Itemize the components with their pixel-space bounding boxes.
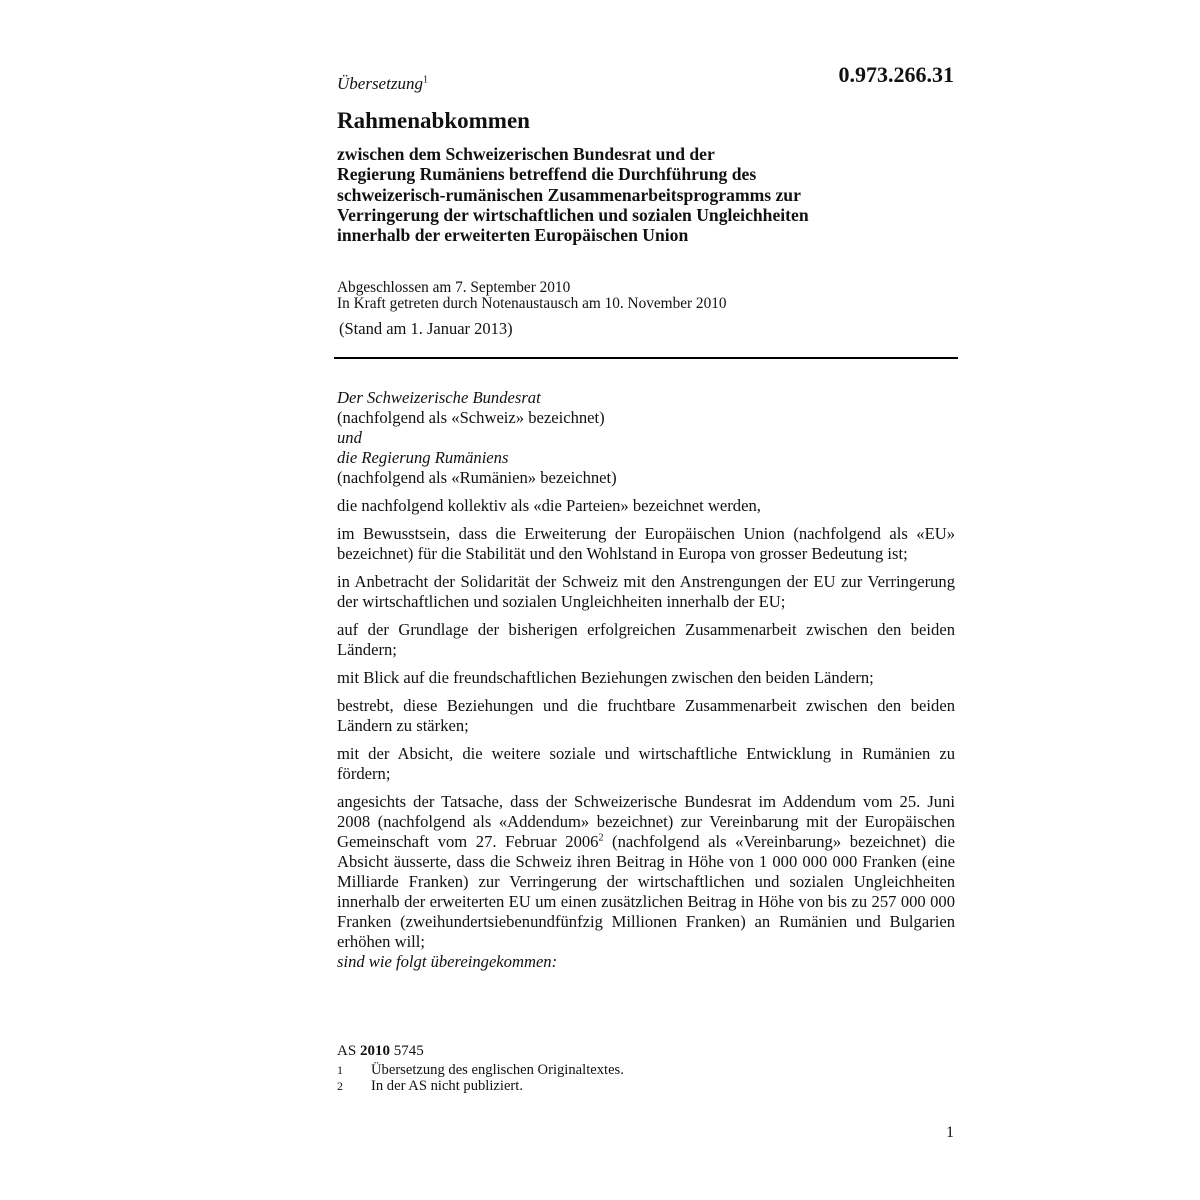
party-1: Der Schweizerische Bundesrat [337, 388, 541, 407]
preamble-paragraph: die nachfolgend kollektiv als «die Parteien» bezeichnet werden, [337, 496, 761, 515]
preamble-paragraph-final: angesichts der Tatsache, dass der Schweizerische Bundesrat im Addendum vom 25. Juni 2008 (nachfolgend als «Addendum» bezeichnet) zur Vereinbarung mit der Europäischen Gemeinschaft vom 27. Februar 2006$^2$ (nachfolgend als «Vereinbarung» bezeichnet) die Absicht äusserte, dass die Schweiz ihren Beitrag in Höhe von 1 000 000 000 Franken (eine Milliarde Franken) zur Verringerung der wirtschaftlichen und sozialen Ungleichheiten innerhalb der erweiterten EU um einen zusätzlichen Beitrag in Höhe von bis zu 257 000 000 Franken (zweihundertsiebenundfünfzig Millionen Franken) an Rumänien und Bulgarien erhöhen will; [337, 792, 955, 951]
translation-label: Übersetzung$^1$ [337, 74, 428, 93]
in-force-date: In Kraft getreten durch Notenaustausch am 10. November 2010 [337, 295, 727, 312]
footnote-ref-2[interactable]: 2 [598, 832, 604, 844]
closing-formula: sind wie folgt übereingekommen: [337, 952, 558, 971]
party-2-description: (nachfolgend als «Rumänien» bezeichnet) [337, 468, 617, 487]
footnote-number: 2 [337, 1079, 343, 1093]
page-number: 1 [946, 1124, 954, 1141]
preamble-paragraph: im Bewusstsein, dass die Erweiterung der Europäischen Union (nachfolgend als «EU» bezeichnet) für die Stabilität und den Wohlstand in Europa von grosser Bedeutung ist; [337, 524, 955, 563]
subtitle-line: Verringerung der wirtschaftlichen und sozialen Ungleichheiten [337, 204, 809, 225]
header-divider [334, 357, 958, 359]
subtitle-line: Regierung Rumäniens betreffend die Durchführung des [337, 164, 757, 185]
subtitle-line: innerhalb der erweiterten Europäischen Union [337, 225, 689, 246]
footnotes [337, 1043, 624, 1094]
document-subtitle [337, 144, 947, 245]
footnote-text: In der AS nicht publiziert. [371, 1078, 523, 1094]
footnote-text: Übersetzung des englischen Originaltextes. [371, 1062, 624, 1078]
preamble-paragraph: mit der Absicht, die weitere soziale und wirtschaftliche Entwicklung in Rumänien zu fördern; [337, 744, 955, 783]
preamble-paragraph: mit Blick auf die freundschaftlichen Beziehungen zwischen den beiden Ländern; [337, 668, 874, 687]
party-1-description: (nachfolgend als «Schweiz» bezeichnet) [337, 408, 605, 427]
document-page [337, 0, 957, 1200]
subtitle-line: schweizerisch-rumänischen Zusammenarbeitsprogramms zur [337, 184, 801, 205]
footnote-1 [337, 1062, 624, 1078]
status-date: (Stand am 1. Januar 2013) [339, 319, 513, 338]
concluded-date: Abgeschlossen am 7. September 2010 [337, 279, 571, 296]
preamble-paragraph: in Anbetracht der Solidarität der Schweiz mit den Anstrengungen der EU zur Verringerung der wirtschaftlichen und sozialen Ungleichheiten innerhalb der EU; [337, 572, 955, 611]
preamble-body [337, 388, 955, 972]
footnote-number: 1 [337, 1063, 343, 1077]
footnote-2 [337, 1078, 624, 1094]
footnote-ref-1[interactable]: 1 [422, 74, 428, 86]
subtitle-line: zwischen dem Schweizerischen Bundesrat und der [337, 144, 715, 164]
preamble-paragraph: auf der Grundlage der bisherigen erfolgreichen Zusammenarbeit zwischen den beiden Ländern; [337, 620, 955, 659]
document-title: Rahmenabkommen [337, 108, 530, 133]
as-reference: AS 2010 5745 [337, 1043, 424, 1059]
party-2: die Regierung Rumäniens [337, 448, 509, 467]
date-info [337, 280, 727, 312]
sr-number: 0.973.266.31 [838, 62, 954, 87]
preamble-paragraph: bestrebt, diese Beziehungen und die fruchtbare Zusammenarbeit zwischen den beiden Ländern zu stärken; [337, 696, 955, 735]
conjunction: und [337, 428, 362, 447]
